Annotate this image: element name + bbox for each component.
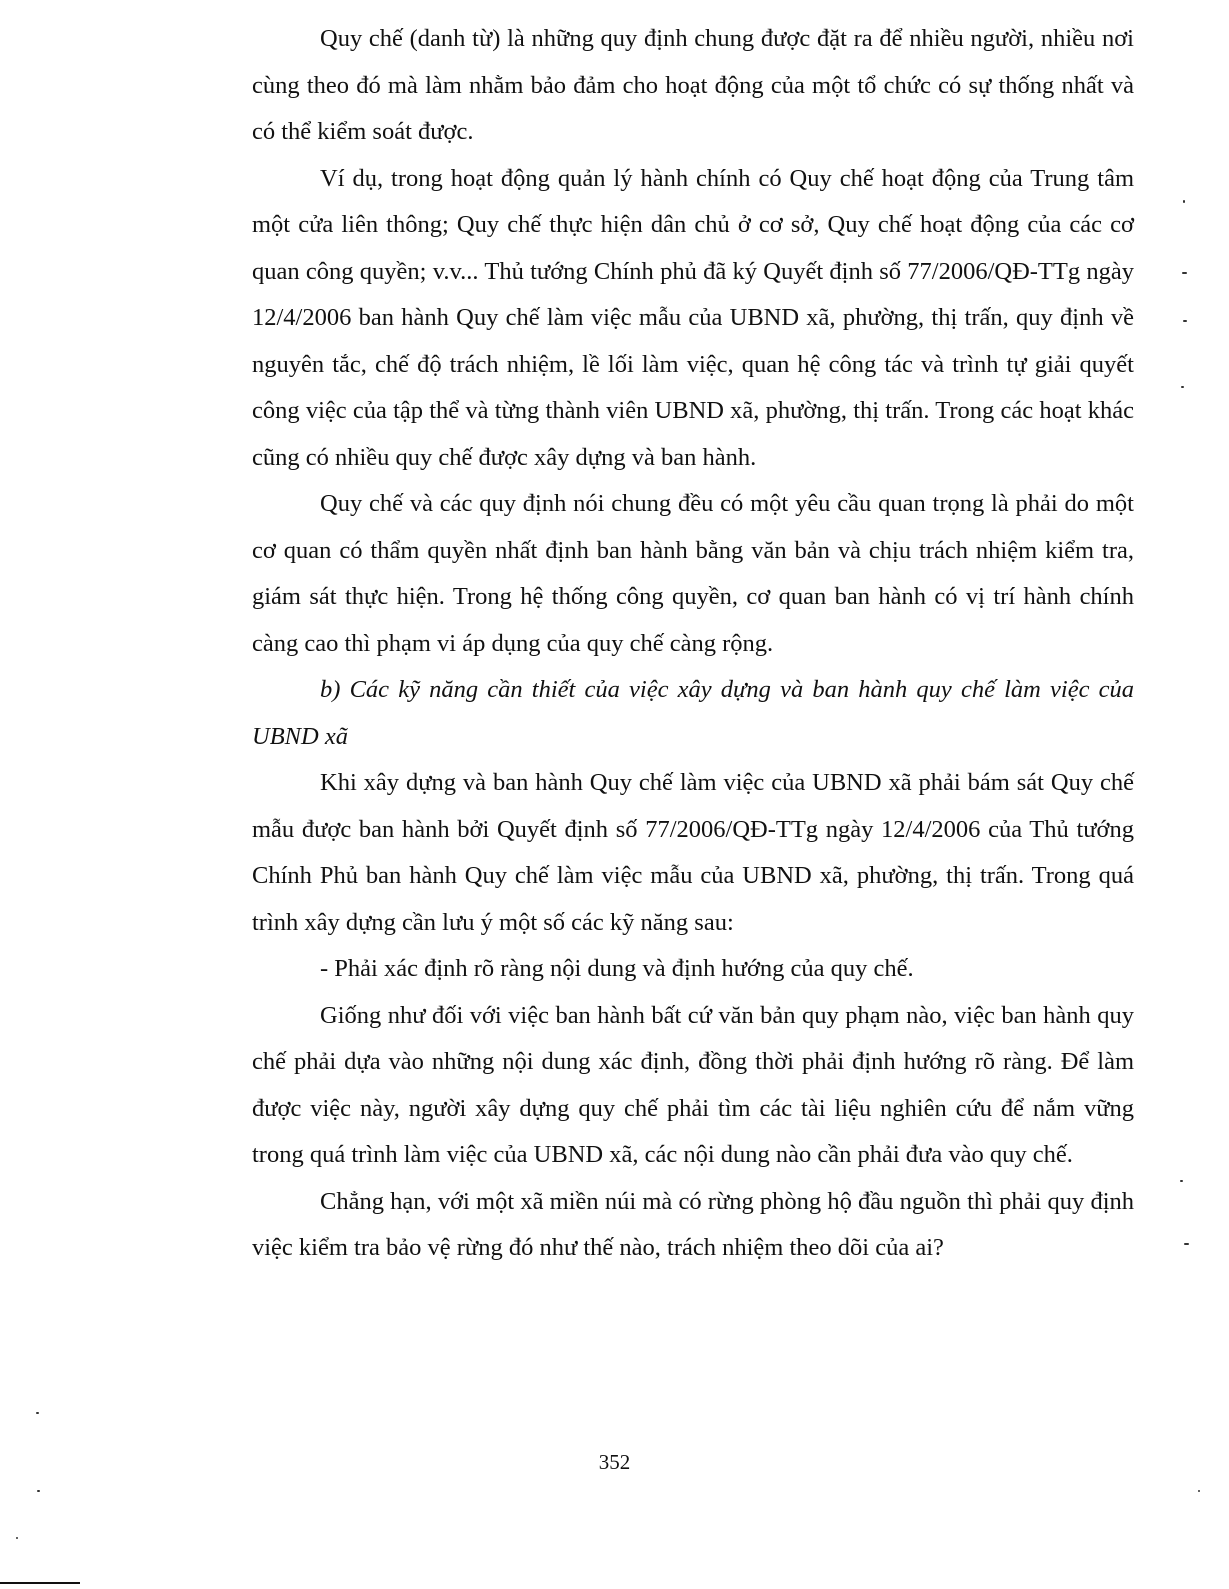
paragraph-bullet: - Phải xác định rõ ràng nội dung và định hướng của quy chế. [320, 955, 914, 982]
paragraph-requirement: Quy chế và các quy định nói chung đều có một yêu cầu quan trọng là phải do một cơ quan có thẩm quyền nhất định ban hành bằng văn bản và chịu trách nhiệm kiểm tra, giám sát thực hiện. Trong hệ thống công quyền, cơ quan ban hành có vị trí hành chính càng cao thì phạm vi áp dụng của quy chế càng rộng. [252, 490, 1134, 657]
section-heading: b) Các kỹ năng cần thiết của việc xây dựng và ban hành quy chế làm việc của UBND xã [252, 676, 1134, 750]
scan-speck [1183, 200, 1185, 203]
scan-speck [36, 1412, 39, 1414]
page-number: 352 [598, 1450, 631, 1474]
scan-speck [1182, 272, 1187, 274]
paragraph-definition: Quy chế (danh từ) là những quy định chung được đặt ra để nhiều người, nhiều nơi cùng theo đó mà làm nhằm bảo đảm cho hoạt động của một tổ chức có sự thống nhất và có thể kiểm soát được. [252, 25, 1134, 145]
scan-speck [1184, 1243, 1189, 1245]
scan-speck [37, 1490, 40, 1492]
paragraph-orientation: Giống như đối với việc ban hành bất cứ văn bản quy phạm nào, việc ban hành quy chế phải dựa vào những nội dung xác định, đồng thời phải định hướng rõ ràng. Để làm được việc này, người xây dựng quy chế phải tìm các tài liệu nghiên cứu để nắm vững trong quá trình làm việc của UBND xã, các nội dung nào cần phải đưa vào quy chế. [252, 1001, 1134, 1168]
bottom-rule [0, 1582, 80, 1584]
scan-speck [1198, 1490, 1200, 1492]
paragraph-drafting: Khi xây dựng và ban hành Quy chế làm việc của UBND xã phải bám sát Quy chế mẫu được ban hành bởi Quyết định số 77/2006/QĐ-TTg ngày 12/4/2006 của Thủ tướng Chính Phủ ban hành Quy chế làm việc mẫu của UBND xã, phường, thị trấn. Trong quá trình xây dựng cần lưu ý một số các kỹ năng sau: [252, 769, 1134, 936]
body-text [252, 16, 1134, 1272]
paragraph-example: Ví dụ, trong hoạt động quản lý hành chính có Quy chế hoạt động của Trung tâm một cửa liên thông; Quy chế thực hiện dân chủ ở cơ sở, Quy chế hoạt động của các cơ quan công quyền; v.v... Thủ tướng Chính phủ đã ký Quyết định số 77/2006/QĐ-TTg ngày 12/4/2006 ban hành Quy chế làm việc mẫu của UBND xã, phường, thị trấn, quy định về nguyên tắc, chế độ trách nhiệm, lề lối làm việc, quan hệ công tác và trình tự giải quyết công việc của tập thể và từng thành viên UBND xã, phường, thị trấn. Trong các hoạt khác cũng có nhiều quy chế được xây dựng và ban hành. [252, 164, 1134, 471]
scan-speck [1183, 320, 1187, 322]
paragraph-mountain-example: Chẳng hạn, với một xã miền núi mà có rừng phòng hộ đầu nguồn thì phải quy định việc kiểm tra bảo vệ rừng đó như thế nào, trách nhiệm theo dõi của ai? [252, 1187, 1134, 1261]
scan-speck [1181, 386, 1184, 388]
scan-speck [1180, 1180, 1183, 1182]
scan-speck [16, 1537, 18, 1539]
